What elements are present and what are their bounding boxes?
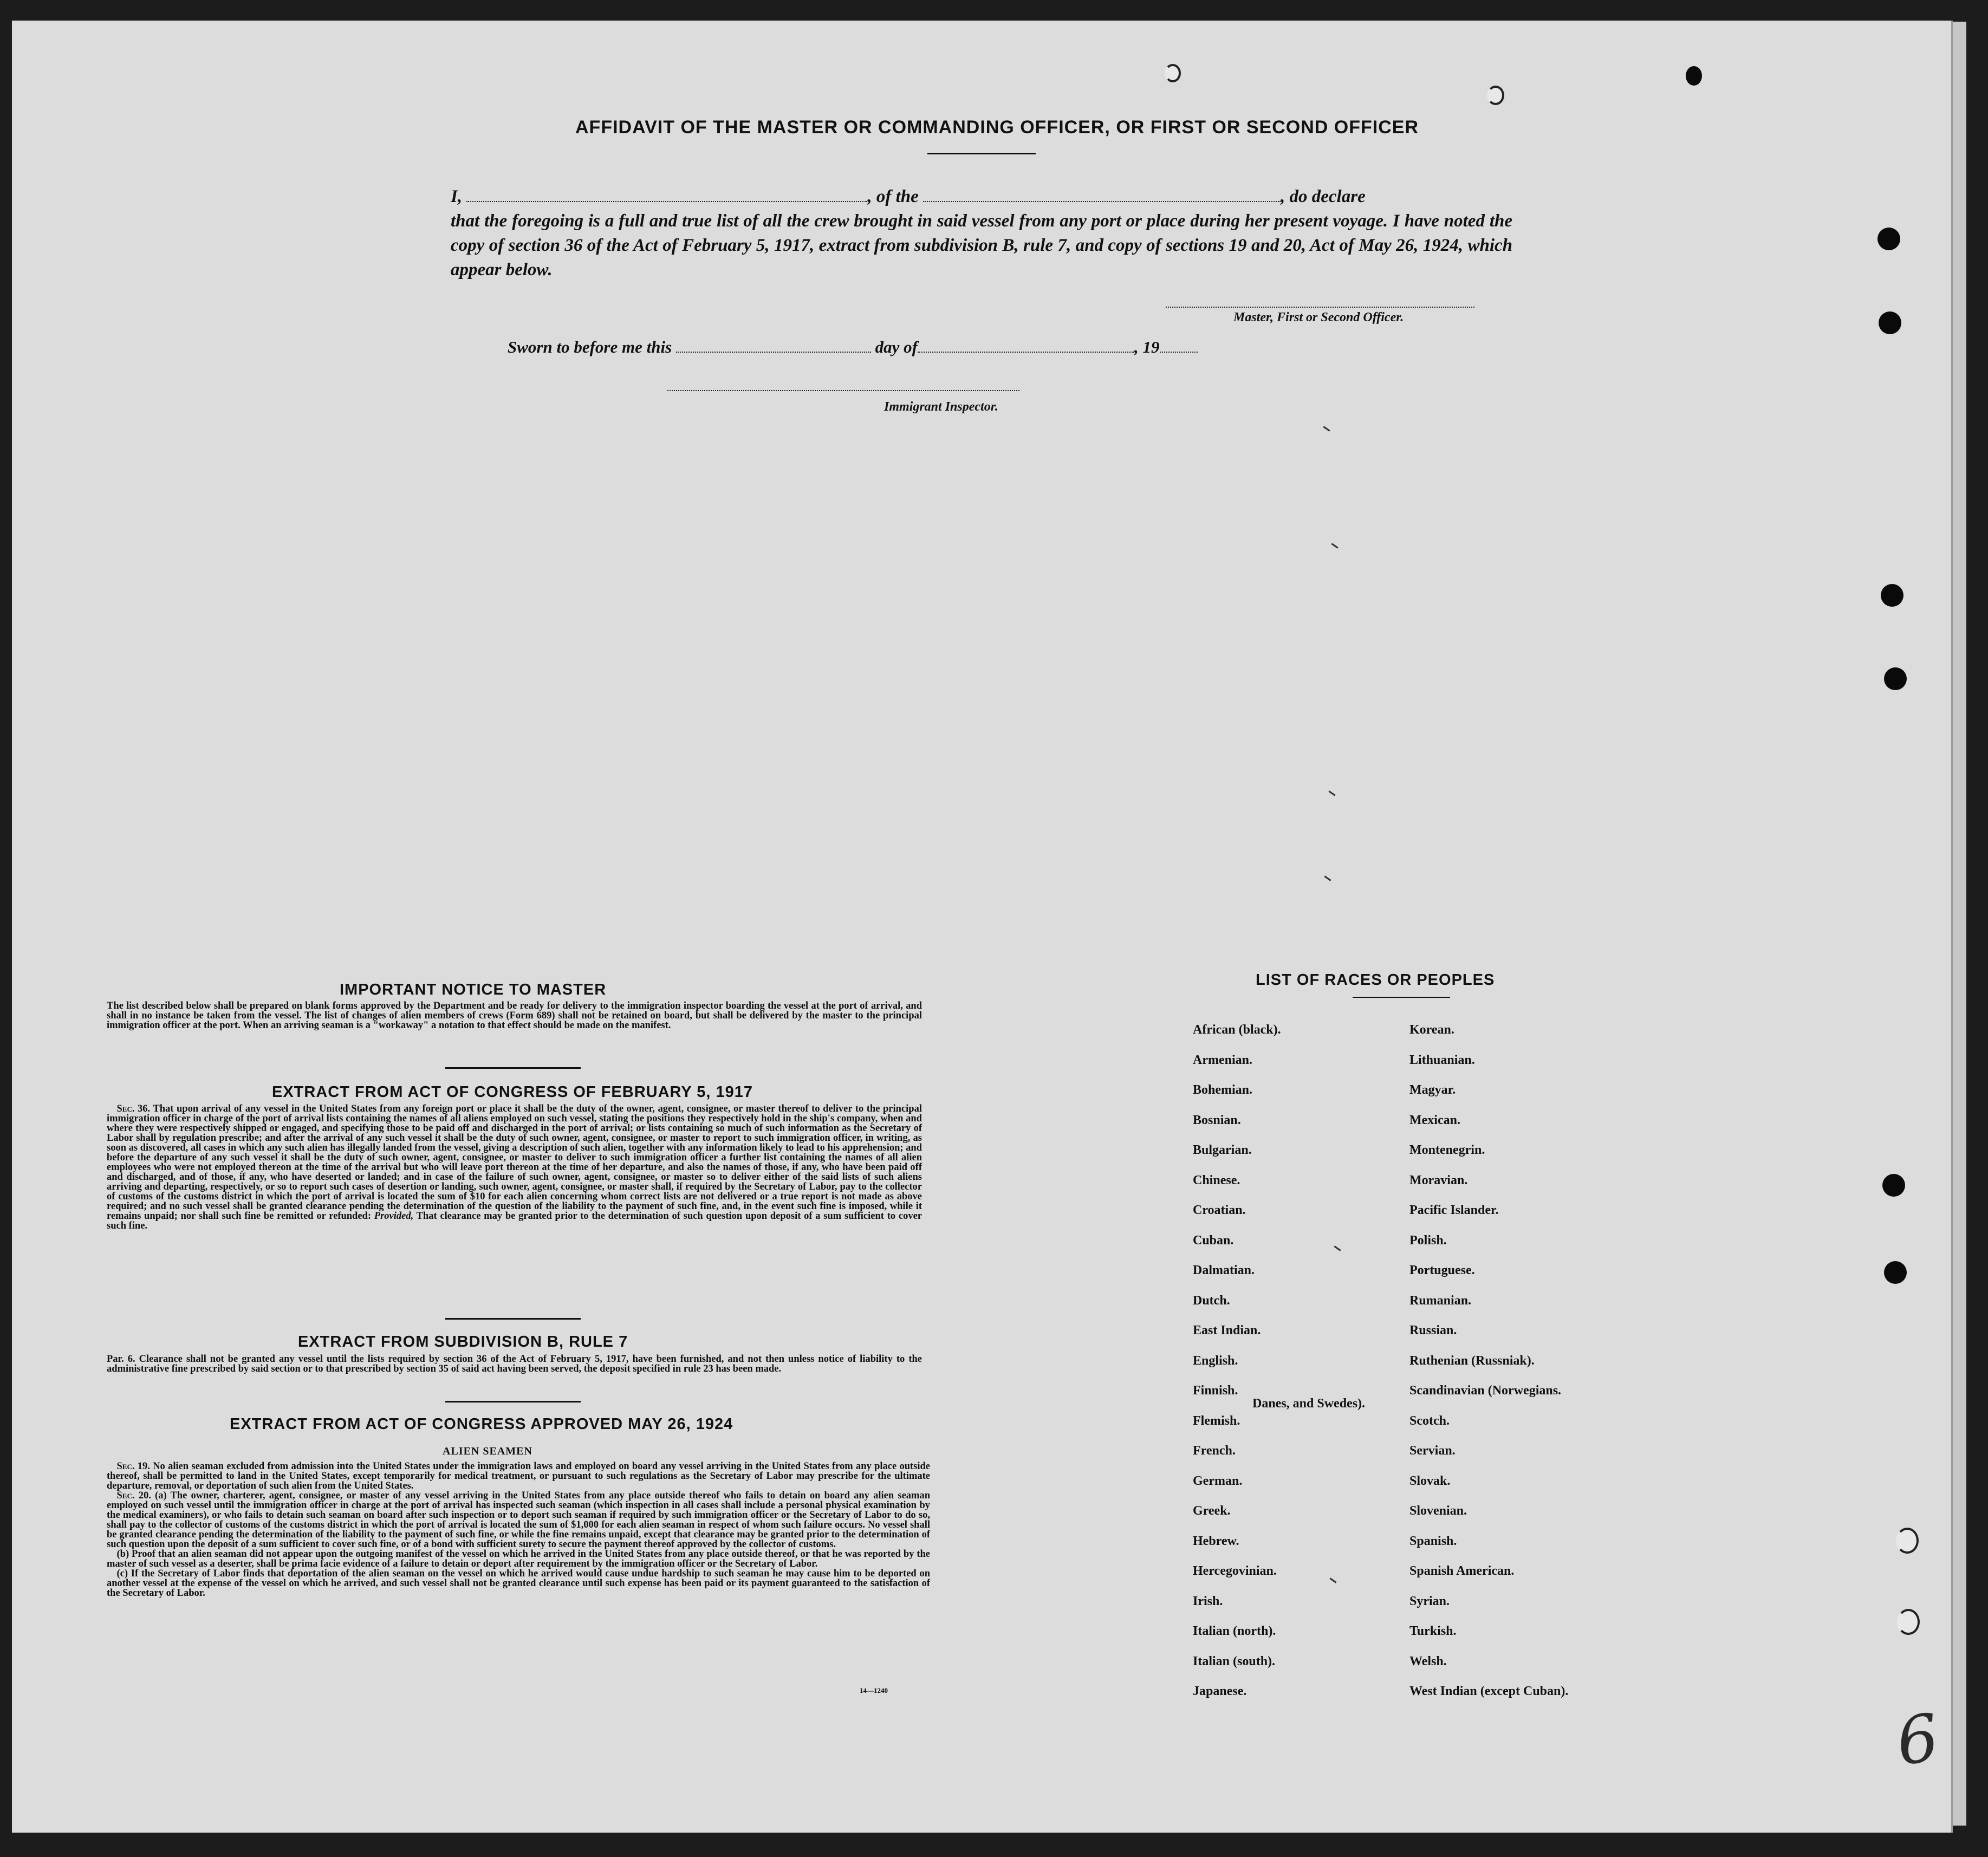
sec-36-label: Sec. 36. <box>116 1103 151 1114</box>
declarant-prefix: I, <box>451 187 463 206</box>
vessel-name-field[interactable] <box>923 183 1281 202</box>
check-mark <box>1328 790 1335 796</box>
race-item: Croatian. <box>1193 1203 1246 1217</box>
race-item: Portuguese. <box>1409 1263 1475 1277</box>
proviso-label: Provided, <box>374 1211 414 1222</box>
inspector-signature-label: Immigrant Inspector. <box>884 400 998 414</box>
race-item: Irish. <box>1193 1594 1223 1608</box>
declarant-name-field[interactable] <box>466 183 867 202</box>
race-item: Hebrew. <box>1193 1534 1239 1548</box>
sec-19-paragraph <box>107 1462 930 1491</box>
race-item: West Indian (except Cuban). <box>1409 1684 1569 1698</box>
act-1924-body <box>107 1462 930 1598</box>
race-item: Spanish. <box>1409 1534 1457 1548</box>
sec-20a-paragraph <box>107 1491 930 1549</box>
binder-hole <box>1879 311 1901 334</box>
race-item: Flemish. <box>1193 1414 1240 1428</box>
race-item: Finnish. <box>1193 1384 1238 1398</box>
sworn-prefix: Sworn to before me this <box>508 337 672 356</box>
binder-hole <box>1686 66 1702 86</box>
affidavit-title: AFFIDAVIT OF THE MASTER OR COMMANDING OFFICER, OR FIRST OR SECOND OFFICER <box>575 117 1419 138</box>
of-the-label: , of the <box>867 187 919 206</box>
affidavit-declaration-line <box>451 183 1512 209</box>
do-declare-label: , do declare <box>1281 187 1366 206</box>
sec-19-text: No alien seaman excluded from admission into the United States under the immigration laws and employed on board any vessel arriving in the United States from any place outside thereof, shall be permitted to land in the United States, except temporarily for medical treatment, or pursuant to such regulations as the Secretary of Labor may prescribe for the ultimate departure, removal, or deportation of such alien from the United States. <box>107 1461 931 1491</box>
race-item: Bulgarian. <box>1193 1143 1252 1157</box>
race-item: Bosnian. <box>1193 1113 1241 1127</box>
binder-hole <box>1884 667 1907 690</box>
sec-20a-text: (a) The owner, charterer, agent, consignee, or master of any vessel arriving in the United States from any place outside thereof who fails to detain on board any alien seaman employed on such vessel until the immigration officer in charge at the port of arrival has inspected such seaman (which inspection in all cases shall include a personal physical examination by the medical examiners), or who fails to detain such seaman on board after such inspection or to deport such seaman if required by such immigration officer or the Secretary of Labor to do so, shall pay to the collector of customs of the customs district in which the port of arrival is located the sum of $1,000 for each alien seaman in respect of whom such failure occurs. No vessel shall be granted clearance pending the determination of the liability to the payment of such fine, or while the fine remains unpaid, except that clearance may be granted prior to the determination of such question upon the deposit of a sum sufficient to cover such fine, or of a bond with sufficient surety to secure the payment thereof approved by the collector of customs. <box>107 1490 930 1550</box>
race-item: Russian. <box>1409 1323 1457 1337</box>
check-mark <box>1323 426 1330 431</box>
document-page <box>12 21 1953 1833</box>
race-item: Moravian. <box>1409 1173 1468 1187</box>
race-item: Welsh. <box>1409 1654 1447 1668</box>
race-item: Slovenian. <box>1409 1504 1467 1518</box>
sec-19-label: Sec. 19. <box>116 1461 150 1472</box>
binder-hole <box>1882 1174 1905 1197</box>
sec-20b-paragraph <box>107 1549 930 1569</box>
master-signature-label: Master, First or Second Officer. <box>1233 310 1404 324</box>
affidavit-title-rule <box>927 153 1036 154</box>
check-mark <box>1324 875 1331 881</box>
race-item: English. <box>1193 1354 1238 1368</box>
race-item: Scandinavian (Norwegians. <box>1409 1384 1562 1398</box>
race-item: Montenegrin. <box>1409 1143 1485 1157</box>
inspector-signature-field[interactable] <box>667 390 1019 391</box>
race-item: Spanish American. <box>1409 1564 1515 1578</box>
race-item: Mexican. <box>1409 1113 1460 1127</box>
race-item: Danes, and Swedes). <box>1252 1397 1366 1411</box>
alien-seamen-subtitle: ALIEN SEAMEN <box>443 1445 532 1457</box>
affidavit-body <box>451 183 1512 282</box>
notice-rule <box>445 1067 581 1069</box>
act-1917-title: EXTRACT FROM ACT OF CONGRESS OF FEBRUARY 5, 1917 <box>272 1083 753 1101</box>
binder-hole <box>1877 228 1900 250</box>
check-mark <box>1329 1577 1336 1583</box>
race-item: Ruthenian (Russniak). <box>1409 1354 1535 1368</box>
race-item: Chinese. <box>1193 1173 1240 1187</box>
race-item: East Indian. <box>1193 1323 1261 1337</box>
sec-20c-paragraph <box>107 1569 930 1598</box>
race-item: Magyar. <box>1409 1083 1456 1097</box>
binder-hole <box>1884 1261 1907 1284</box>
races-title: LIST OF RACES OR PEOPLES <box>1256 971 1495 989</box>
race-item: African (black). <box>1193 1023 1281 1037</box>
subdivision-rule <box>445 1401 581 1403</box>
master-signature-field[interactable] <box>1166 307 1474 308</box>
race-item: Bohemian. <box>1193 1083 1253 1097</box>
act-1924-title: EXTRACT FROM ACT OF CONGRESS APPROVED MAY 26, 1924 <box>230 1416 733 1433</box>
act-1917-rule <box>445 1318 581 1320</box>
race-item: Lithuanian. <box>1409 1053 1475 1067</box>
race-item: Turkish. <box>1409 1624 1457 1638</box>
sec-20c-text: (c) If the Secretary of Labor finds that deportation of the alien seaman on the vessel on which he arrived would cause undue hardship to such seaman he may cause him to be deported on another vessel at the expense of the vessel on which he arrived, and such vessel shall not be granted clearance until such expense has been paid or its payment guaranteed to the satisfaction of the Secretary of Labor. <box>107 1568 930 1599</box>
race-item: Syrian. <box>1409 1594 1450 1608</box>
race-item: Servian. <box>1409 1444 1456 1458</box>
notice-body: The list described below shall be prepared on blank forms approved by the Department and be ready for delivery to the immigration inspector boarding the vessel at the port of arrival, and shall in no instance be taken from the vessel. The list of changes of alien members of crews (Form 689) shall not be retained on board, but shall be delivered by the master to the principal immigration officer at the port. When an arriving seaman is a "workaway" a notation to that effect should be made on the manifest. <box>107 1001 922 1031</box>
sworn-year-field[interactable] <box>1160 335 1198 353</box>
race-item: Greek. <box>1193 1504 1231 1518</box>
race-item: Korean. <box>1409 1023 1454 1037</box>
race-item: Italian (north). <box>1193 1624 1276 1638</box>
race-item: German. <box>1193 1474 1243 1488</box>
race-item: Pacific Islander. <box>1409 1203 1499 1217</box>
races-rule <box>1353 997 1450 998</box>
binder-hole <box>1487 86 1504 105</box>
race-item: Dutch. <box>1193 1294 1230 1308</box>
race-item: Polish. <box>1409 1233 1447 1248</box>
sworn-day-label: day of <box>875 337 918 356</box>
sworn-month-field[interactable] <box>918 335 1134 353</box>
form-number: 14—1240 <box>860 1686 888 1694</box>
proviso-text: That clearance may be granted prior to the determination of such question upon deposit of a sum sufficient to cover such fine. <box>107 1211 922 1231</box>
affidavit-text: that the foregoing is a full and true list of all the crew brought in said vessel from any port or place during her present voyage. I have noted the copy of section 36 of the Act of February 5, 1917, extract from subdivision B, rule 7, and copy of sections 19 and 20, Act of May 26, 1924, which appear below. <box>451 211 1512 280</box>
act-1917-body <box>107 1104 922 1231</box>
notice-title: IMPORTANT NOTICE TO MASTER <box>340 981 607 998</box>
subdivision-title: EXTRACT FROM SUBDIVISION B, RULE 7 <box>298 1333 628 1350</box>
sworn-line <box>508 335 1198 357</box>
handwritten-mark: 6 <box>1892 1700 1944 1781</box>
check-mark <box>1334 1245 1341 1251</box>
sec-36-text: That upon arrival of any vessel in the United States from any foreign port or place it shall be the duty of the owner, agent, consignee, or master thereof to deliver to the principal immigration officer in charge of the port of arrival lists containing the names of all aliens employed on such vessel, stating the positions they respectively hold in the ship's company, when and where they were respectively shipped or engaged, and specifying those to be paid off and discharged in the port of arrival; or lists containing so much of such information as the Secretary of Labor shall by regulation prescribe; and after the arrival of any such vessel it shall be the duty of such owner, agent, consignee, or master to report to such immigration officer, in writing, as soon as discovered, all cases in which any such alien has illegally landed from the vessel, giving a description of such alien, together with any information likely to lead to his apprehension; and before the departure of any such vessel it shall be the duty of such owner, agent, consignee, or master to deliver to such immigration officer a further list containing the names of all alien employees who were not employed thereon at the time of the arrival but who will leave port thereon at the time of her departure, and also the names of those, if any, who have been paid off and discharged, and of those, if any, who have deserted or landed; and in case of the failure of such owner, agent, consignee, or master so to deliver either of the said lists of such aliens arriving and departing, respectively, or so to report such cases of desertion or landing, such owner, agent, consignee, or master shall, if required by the Secretary of Labor, pay to the collector of customs of the customs district in which the port of arrival is located the sum of $10 for each alien concerning whom correct lists are not delivered or a true report is not made as above required; and no such vessel shall be granted clearance pending the determination of the question of the liability to the payment of such fine, and, in the event such fine is imposed, while it remains unpaid; nor shall such fine be remitted or refunded: <box>107 1103 922 1222</box>
sec-20-label: Sec. 20. <box>116 1490 151 1501</box>
race-item: Scotch. <box>1409 1414 1450 1428</box>
race-item: Japanese. <box>1193 1684 1247 1698</box>
race-item: Italian (south). <box>1193 1654 1276 1668</box>
binder-hole <box>1165 64 1181 82</box>
race-item: Dalmatian. <box>1193 1263 1255 1277</box>
binder-hole <box>1896 1528 1919 1554</box>
sworn-year-label: , 19 <box>1134 337 1160 356</box>
binder-hole <box>1897 1609 1920 1635</box>
race-item: Cuban. <box>1193 1233 1234 1248</box>
race-item: Rumanian. <box>1409 1294 1472 1308</box>
subdivision-body: Par. 6. Clearance shall not be granted any vessel until the lists required by section 36 of the Act of February 5, 1917, have been furnished, and not then unless notice of liability to the administrative fine prescribed by said section or to that prescribed by section 35 of said act having been served, the deposit specified in rule 23 has been made. <box>107 1354 922 1374</box>
race-item: Slovak. <box>1409 1474 1451 1488</box>
race-item: French. <box>1193 1444 1236 1458</box>
binder-hole <box>1881 584 1903 607</box>
race-item: Hercegovinian. <box>1193 1564 1277 1578</box>
sec-20b-text: (b) Proof that an alien seaman did not appear upon the outgoing manifest of the vessel on which he arrived in the United States from any place outside thereof, or that he was reported by the master of such vessel as a deserter, shall be prima facie evidence of a failure to detain or deport after requirement by the immigration officer or the Secretary of Labor. <box>107 1549 930 1569</box>
race-item: Armenian. <box>1193 1053 1252 1067</box>
sworn-day-field[interactable] <box>676 335 871 353</box>
check-mark <box>1331 543 1338 548</box>
